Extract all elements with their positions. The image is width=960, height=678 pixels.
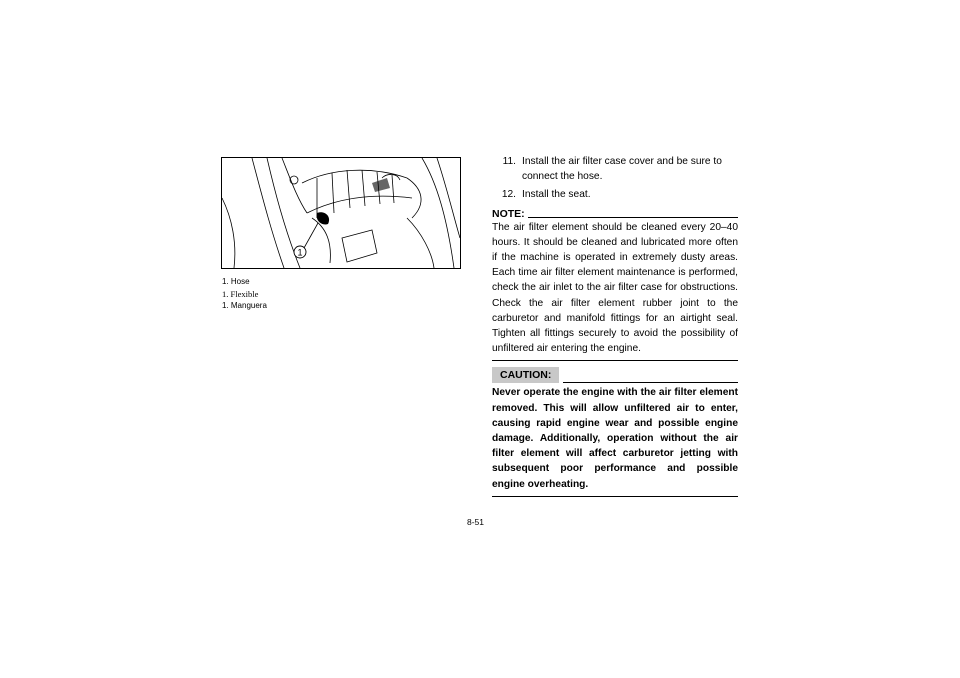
callout-number: 1: [297, 247, 303, 258]
caution-text: Never operate the engine with the air filter element removed. This will allow unfiltered air to enter, causing rapid engine wear and possible engine damage. Additionally, operation without the air filter element will affect carburetor jetting with subsequent poor performance and possible engine overheating.: [492, 387, 738, 490]
instructions-column: [492, 154, 738, 497]
note-rule: [528, 217, 738, 218]
caption-spanish-alt: 1. Flexible: [222, 289, 259, 299]
note-end-rule: [492, 360, 738, 361]
step-text: Install the air filter case cover and be sure to connect the hose.: [522, 156, 722, 183]
hose-illustration: [221, 157, 461, 269]
step-number: 11.: [502, 156, 516, 167]
caption-spanish: 1. Manguera: [222, 301, 267, 310]
caution-heading: [492, 367, 738, 383]
note-label: NOTE:: [492, 207, 525, 220]
engine-hose-drawing: [222, 158, 460, 268]
step-11: [492, 154, 738, 184]
figure-captions: [222, 276, 267, 312]
caution-label: CAUTION:: [492, 367, 559, 383]
note-text: The air filter element should be cleaned every 20–40 hours. It should be cleaned and lubricated more often if the machine is operated in extremely dusty areas. Each time air filter element maintenance is performed, check the air inlet to the air filter case for obstructions. Check the air filter element rubber joint to the carburetor and manifold fittings for an airtight seal. Tighten all fittings securely to avoid the possibility of unfiltered air entering the engine.: [492, 221, 738, 355]
caution-rule: [563, 382, 738, 383]
step-12: [492, 187, 738, 202]
step-number: 12.: [501, 189, 516, 201]
note-heading: [492, 208, 738, 220]
step-text: Install the seat.: [522, 189, 591, 201]
page-number: 8-51: [467, 517, 485, 527]
caution-end-rule: [492, 496, 738, 497]
caption-english: 1. Hose: [222, 277, 250, 286]
